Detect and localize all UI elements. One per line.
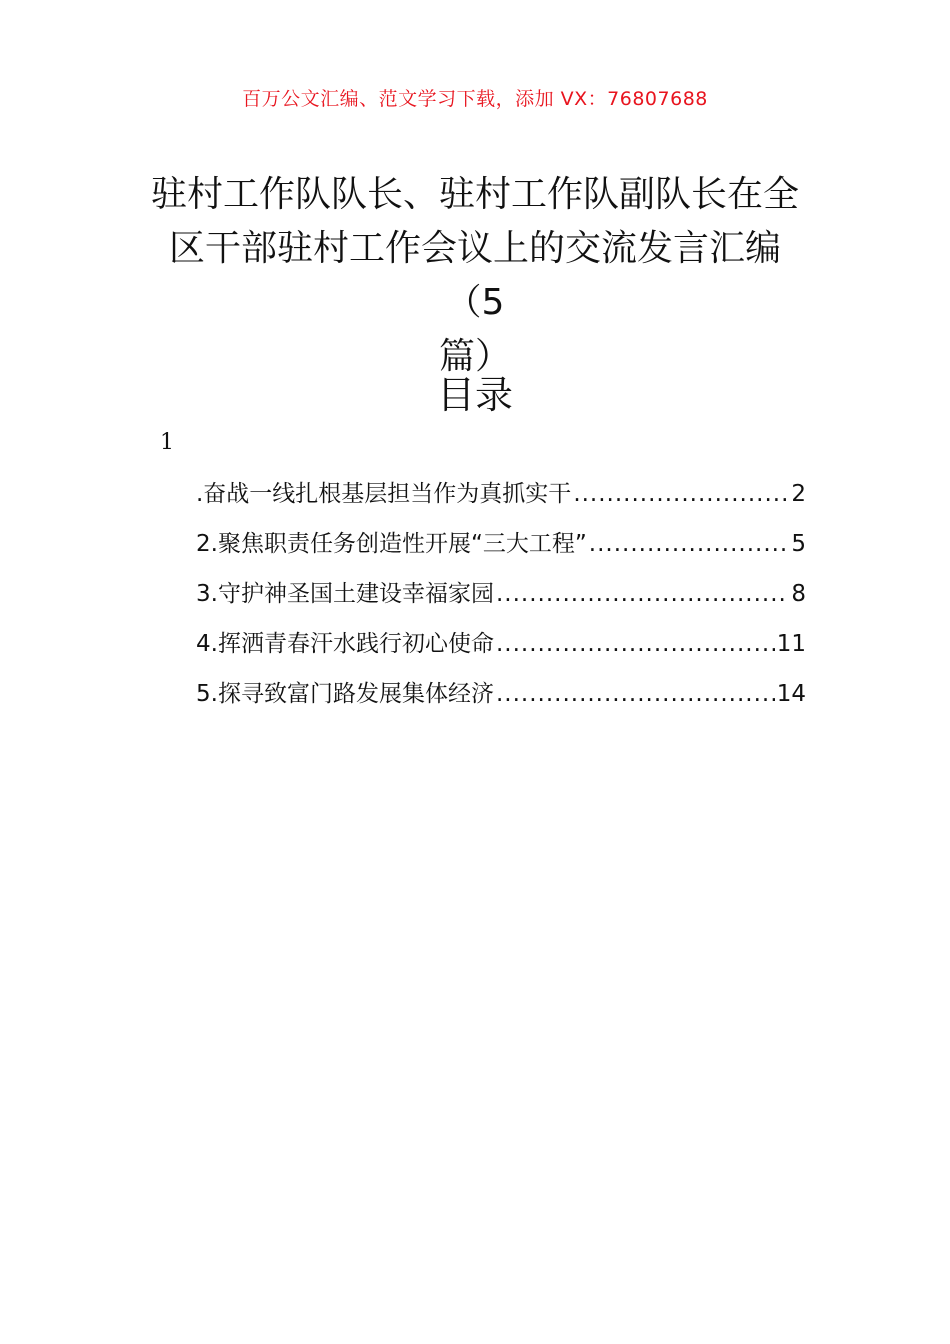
header-note: 百万公文汇编、范文学习下载，添加 VX：76807688 [242, 88, 708, 110]
document-title [140, 168, 810, 384]
title-line-3: 篇） [438, 336, 511, 377]
toc-leader-dots [496, 676, 775, 712]
toc-entry-page: 5 [791, 531, 806, 557]
toc-entry-text: 4.挥洒青春汗水践行初心使命 [196, 631, 494, 657]
toc-leader-dots [589, 526, 790, 562]
toc-entry-page: 14 [776, 681, 806, 707]
toc-entry-text: 3.守护神圣国土建设幸福家园 [196, 581, 494, 607]
toc-leader-dots [496, 626, 775, 662]
toc-leader-dots [496, 576, 789, 612]
toc-entry-page: 11 [776, 631, 806, 657]
toc-entry-text: .奋战一线扎根基层担当作为真抓实干 [196, 481, 572, 507]
title-line-1: 驻村工作队队长、驻村工作队副队长在全 [150, 174, 799, 215]
toc-entry-text: 5.探寻致富门路发展集体经济 [196, 681, 494, 707]
toc-entry[interactable] [196, 676, 806, 726]
toc-entry[interactable] [196, 576, 806, 626]
toc-entry[interactable] [196, 476, 806, 526]
toc-entry-page: 8 [791, 581, 806, 607]
toc-leader-dots [573, 476, 789, 512]
title-line-2: 区干部驻村工作会议上的交流发言汇编（5 [168, 228, 781, 323]
toc-heading: 目录 [436, 373, 513, 417]
toc-entry[interactable] [196, 526, 806, 576]
stray-number: 1 [160, 430, 174, 455]
toc-entry-page: 2 [791, 481, 806, 507]
toc-entry-text: 2.聚焦职责任务创造性开展“三大工程” [196, 531, 587, 557]
toc-list [196, 476, 806, 726]
toc-entry[interactable] [196, 626, 806, 676]
